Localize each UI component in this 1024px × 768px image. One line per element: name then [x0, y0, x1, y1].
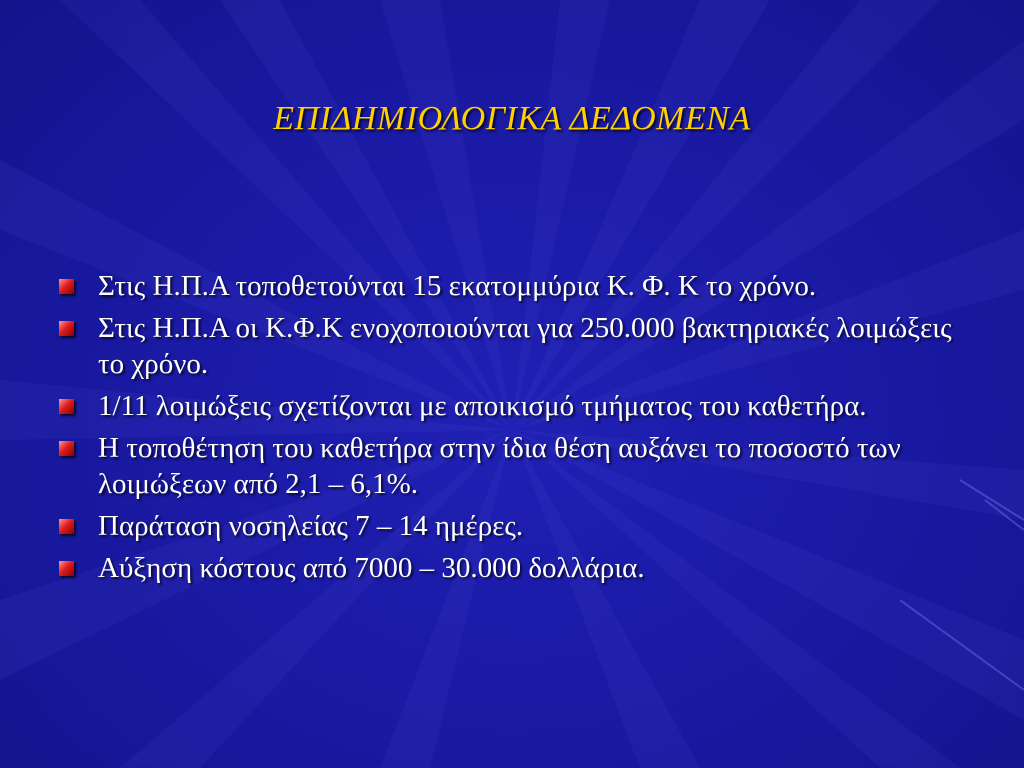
- bullet-text: Στις Η.Π.Α οι Κ.Φ.Κ ενοχοποιούνται για 250.000 βακτηριακές λοιμώξεις το χρόνο.: [98, 312, 952, 380]
- red-square-bullet-icon: [59, 441, 74, 456]
- bullet-text: Αύξηση κόστους από 7000 – 30.000 δολλάρια.: [98, 552, 645, 584]
- bullet-item: [56, 310, 976, 382]
- bullet-text: Η τοποθέτηση του καθετήρα στην ίδια θέση αυξάνει το ποσοστό των λοιμώξεων από 2,1 – 6,1%.: [98, 432, 901, 500]
- red-square-bullet-icon: [59, 561, 74, 576]
- red-square-bullet-icon: [59, 321, 74, 336]
- bullet-item: [56, 508, 976, 544]
- bullet-text: Παράταση νοσηλείας 7 – 14 ημέρες.: [98, 510, 524, 542]
- slide-title: ΕΠΙΔΗΜΙΟΛΟΓΙΚΑ ΔΕΔΟΜΕΝΑ: [273, 100, 751, 137]
- red-square-bullet-icon: [59, 399, 74, 414]
- red-square-bullet-icon: [59, 279, 74, 294]
- bullet-item: [56, 388, 976, 424]
- bullet-item: [56, 430, 976, 502]
- bullet-list: [56, 268, 976, 592]
- bullet-item: [56, 268, 976, 304]
- bullet-text: 1/11 λοιμώξεις σχετίζονται με αποικισμό τμήματος του καθετήρα.: [98, 390, 867, 422]
- bullet-text: Στις Η.Π.Α τοποθετούνται 15 εκατομμύρια Κ. Φ. Κ το χρόνο.: [98, 270, 817, 302]
- red-square-bullet-icon: [59, 519, 74, 534]
- bullet-item: [56, 550, 976, 586]
